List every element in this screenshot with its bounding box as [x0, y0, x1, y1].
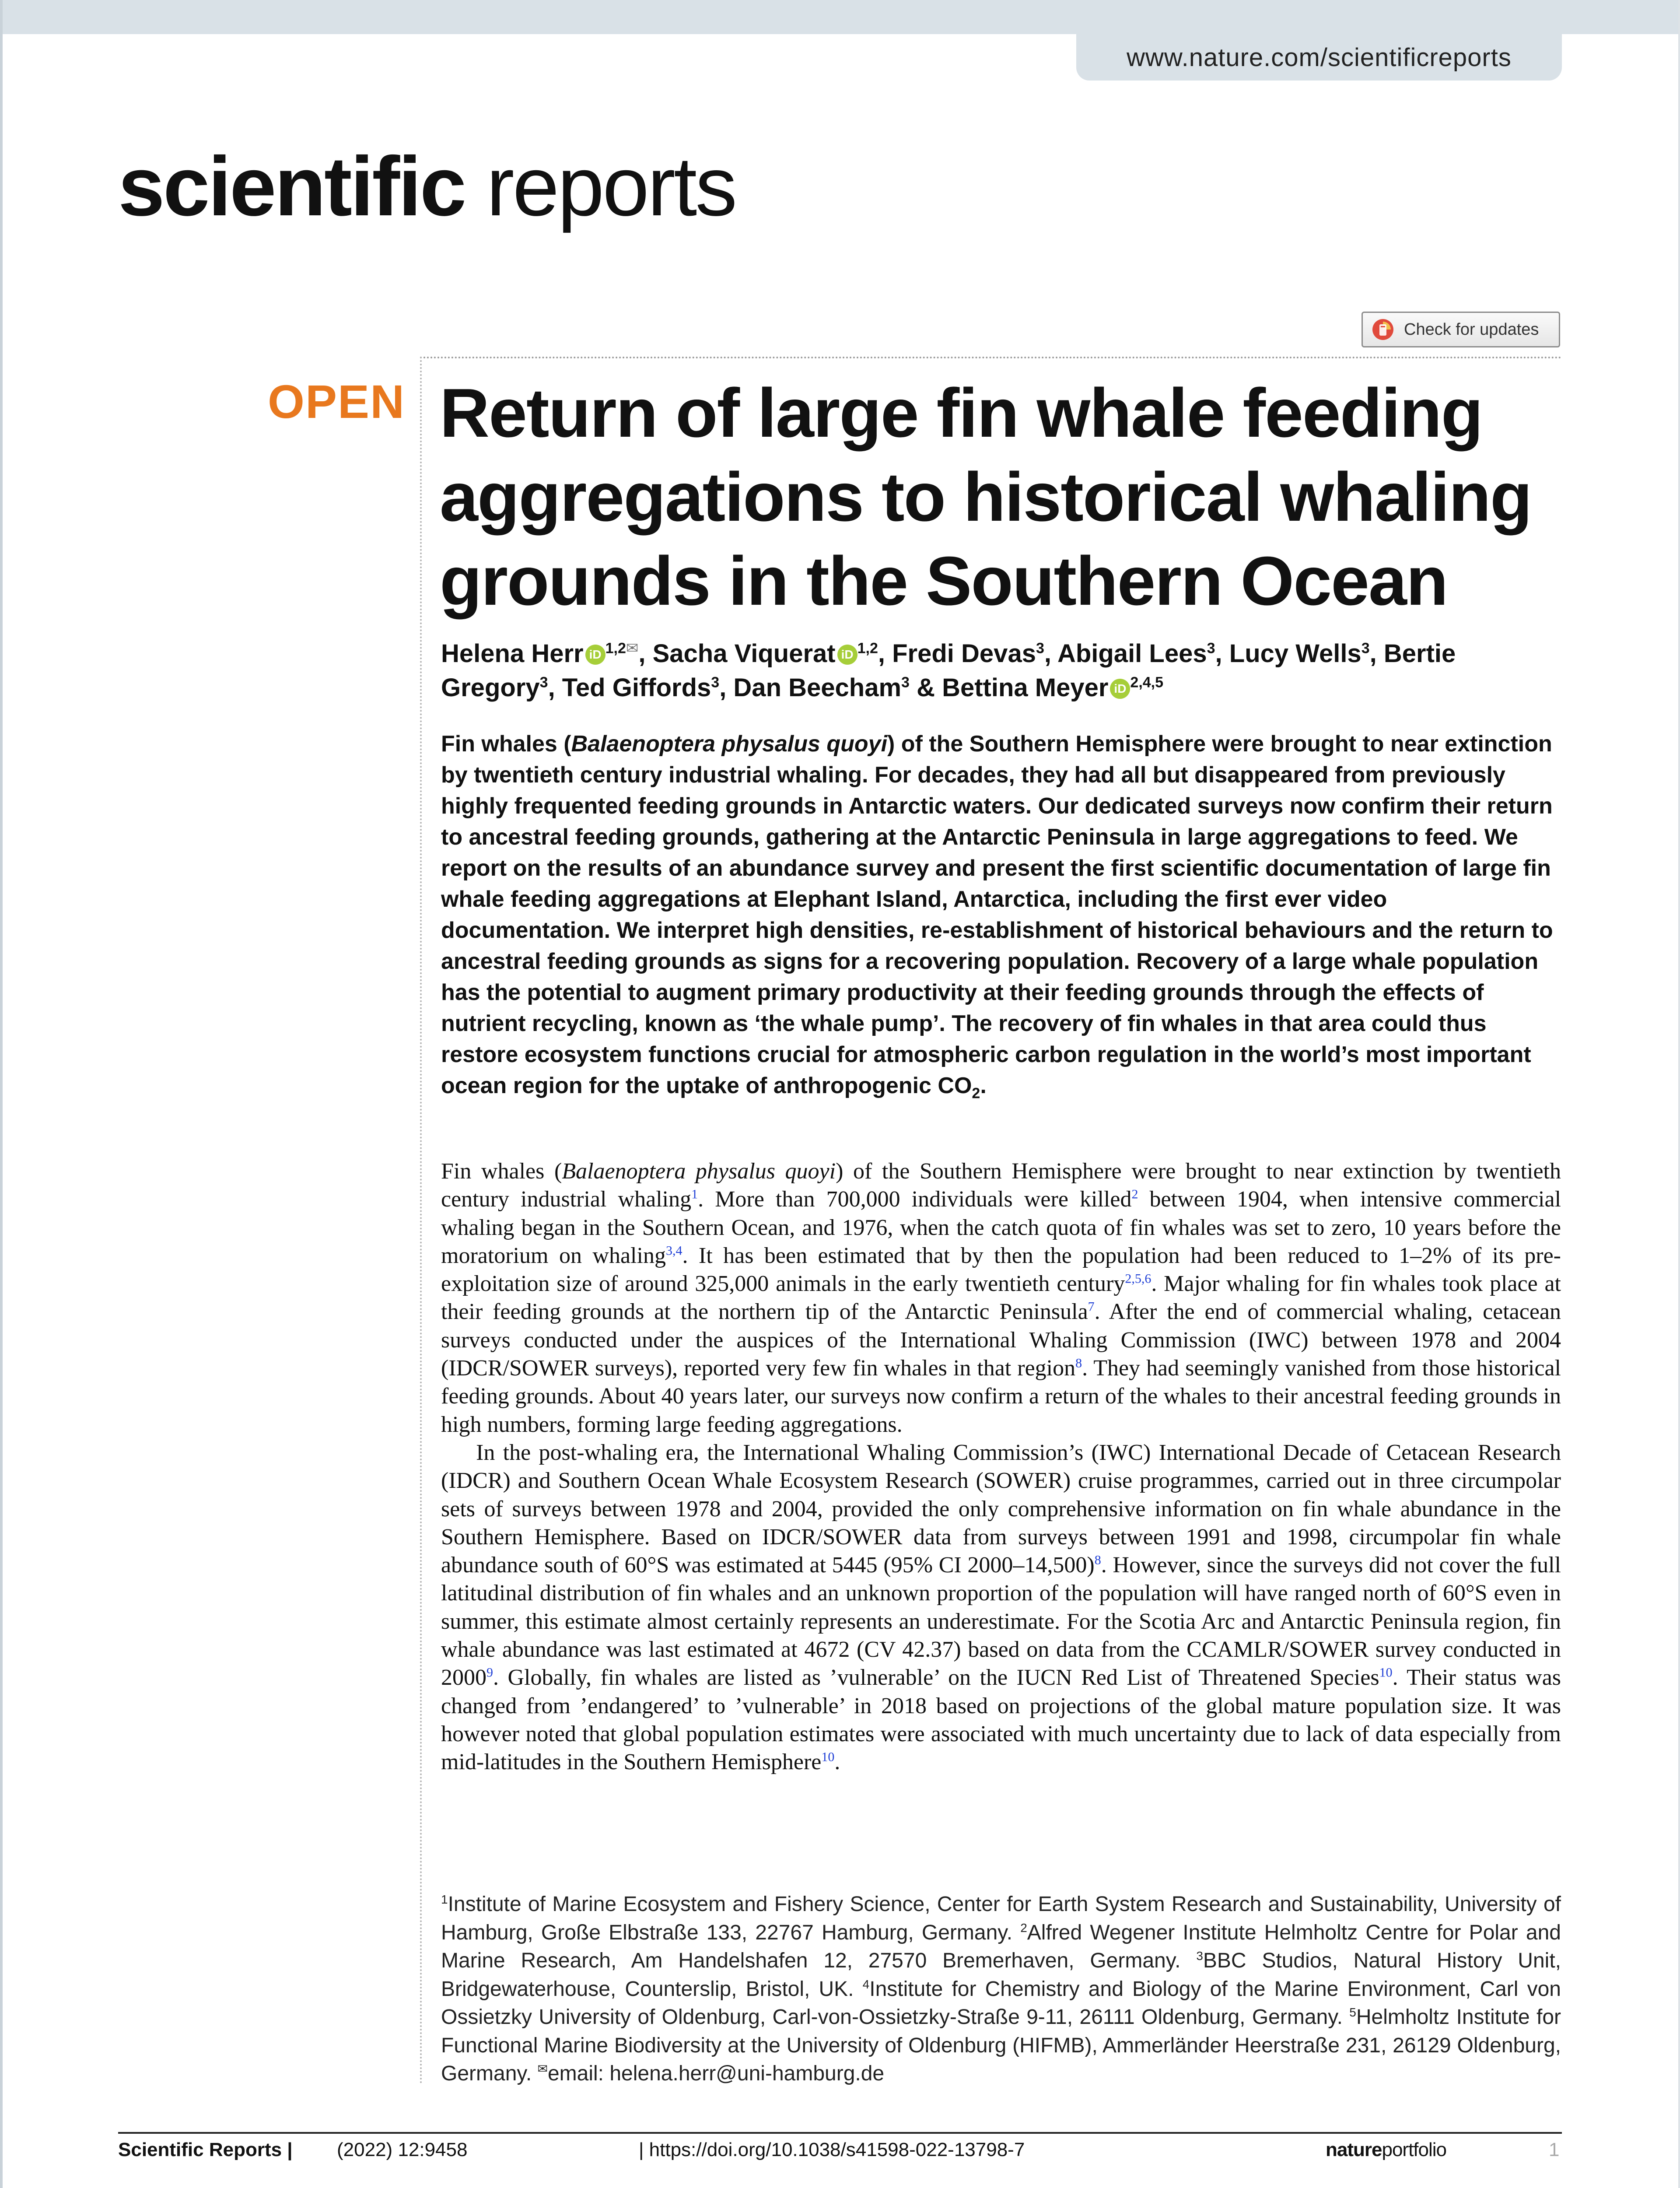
orcid-icon[interactable]: iD	[585, 645, 606, 665]
dotted-rule-left	[420, 357, 422, 2085]
footer-journal: Scientific Reports |	[118, 2139, 293, 2160]
author-affiliation-sup: 2,4,5	[1130, 674, 1164, 691]
affiliation-number: 4	[862, 1977, 870, 1991]
page-left-edge	[0, 0, 3, 2188]
body-text-run: . Globally, fin whales are listed as ’vulnerable’ on the IUCN Red List of Threatened Species	[493, 1665, 1379, 1690]
abstract	[441, 729, 1561, 1101]
email-icon[interactable]: ✉	[626, 640, 639, 657]
author-affiliation-sup: 1,2	[605, 640, 626, 657]
dotted-rule-top	[420, 357, 1562, 358]
affiliations	[441, 1890, 1561, 2088]
body-text-run: . However, since the surveys did not cover the full latitudinal distribution of fin whales and an unknown proportion of the population will have ranged north of 60°S even in summer, this estimate almost certainly represents an underestimate. For the Scotia Arc and Antarctic Peninsula region, fin whale abundance was last estimated at 4672 (CV 42.37) based on data from the CCAMLR/SOWER survey conducted in 2000	[441, 1553, 1561, 1690]
updates-label: Check for updates	[1404, 320, 1539, 339]
author-affiliation-sup: 3	[1361, 640, 1370, 657]
affiliation-text: Institute for Chemistry and Biology of the Marine Environment, Carl von Ossietzky University of Oldenburg, Carl-von-Ossietzky-Straße 9-11, 26111 Oldenburg, Germany.	[441, 1977, 1561, 2029]
author-name[interactable]: Ted Giffords	[562, 673, 711, 702]
author-separator: ,	[1369, 639, 1384, 668]
author-separator: ,	[638, 639, 653, 668]
footer-brand[interactable]	[1326, 2139, 1446, 2161]
author-affiliation-sup: 3	[1207, 640, 1215, 657]
abstract-text-2: ) of the Southern Hemisphere were brought to near extinction by twentieth century industrial whaling. For decades, they had all but disappeared from previously highly frequented feeding grounds in Antarctic waters. Our dedicated surveys now confirm their return to ancestral feeding grounds, gathering at the Antarctic Peninsula in large aggregations to feed. We report on the results of an abundance survey and present the first scientific documentation of large fin whale feeding aggregations at Elephant Island, Antarctica, including the first ever video documentation. We interpret high densities, re-establishment of historical behaviours and the return to ancestral feeding grounds as signs for a recovering population. Recovery of a large whale population has the potential to augment primary productivity at their feeding grounds through the effects of nutrient recycling, known as ‘the whale pump’. The recovery of fin whales in that area could thus restore ecosystem functions crucial for atmospheric carbon regulation in the world’s most important ocean region for the uptake of anthropogenic CO	[441, 731, 1553, 1098]
top-band	[0, 0, 1680, 34]
abstract-text-1: Fin whales (	[441, 731, 571, 757]
body-text-run: . After the end of commercial whaling, cetacean surveys conducted under the auspices of the International Whaling Commission (IWC) between 1978 and 2004 (IDCR/SOWER surveys), reported very few fin whales in that region	[441, 1299, 1561, 1381]
page-right-edge	[1678, 0, 1680, 2188]
body-text-run: . More than 700,000 individuals were killed	[698, 1187, 1132, 1212]
author-name[interactable]: Lucy Wells	[1229, 639, 1362, 668]
abstract-co2-subscript: 2	[972, 1085, 980, 1102]
orcid-icon[interactable]: iD	[1110, 679, 1130, 699]
brand-bold: nature	[1326, 2139, 1382, 2160]
author-name[interactable]: Dan Beecham	[733, 673, 902, 702]
body-text-run: . It has been estimated that by then the population had been reduced to 1–2% of its pre-exploitation size of around 325,000 animals in the early twentieth century	[441, 1243, 1561, 1297]
author-affiliation-sup: 1,2	[857, 640, 878, 657]
citation-link[interactable]: 9	[486, 1666, 493, 1680]
check-for-updates-button[interactable]	[1362, 312, 1560, 347]
citation-link[interactable]: 2	[1131, 1187, 1138, 1202]
author-affiliation-sup: 3	[539, 674, 548, 691]
open-access-label: OPEN	[268, 375, 406, 428]
citation-link[interactable]: 8	[1094, 1553, 1101, 1567]
author-list	[441, 637, 1570, 705]
affiliation-number: 1	[441, 1893, 448, 1906]
body-text-run: ) of the Southern Hemisphere were brought to near extinction by twentieth century industrial whaling	[441, 1159, 1561, 1212]
author-separator: ,	[1215, 639, 1229, 668]
citation-link[interactable]: 1	[691, 1187, 698, 1202]
body-paragraph-2	[441, 1439, 1561, 1777]
author-name[interactable]: Bettina Meyer	[942, 673, 1109, 702]
footer-doi-link[interactable]: | https://doi.org/10.1038/s41598-022-13798-7	[639, 2139, 1025, 2160]
species-name: Balaenoptera physalus quoyi	[562, 1159, 836, 1184]
body-text-run: between 1904, when intensive commercial whaling began in the Southern Ocean, and 1976, when the catch quota of fin whales was set to zero, 10 years before the moratorium on whaling	[441, 1187, 1561, 1268]
affiliation-number: 2	[1020, 1921, 1027, 1935]
author-separator: ,	[878, 639, 892, 668]
author-affiliation-sup: 3	[901, 674, 910, 691]
updates-icon	[1372, 318, 1394, 341]
body-text-run: . Their status was changed from ’endangered’ to ’vulnerable’ in 2018 based on projections of the global mature population size. It was however noted that global population estimates were associated with much uncertainty due to lack of data especially from mid-latitudes in the Southern Hemisphere	[441, 1665, 1561, 1775]
author-separator: ,	[1044, 639, 1057, 668]
body-text-run: Fin whales (	[441, 1159, 562, 1184]
body-text-run: . They had seemingly vanished from those historical feeding grounds. About 40 years later, our surveys now confirm a return of the whales to their ancestral feeding grounds in high numbers, forming large feeding aggregations.	[441, 1356, 1561, 1437]
footer-volume: (2022) 12:9458	[337, 2139, 468, 2160]
author-name[interactable]: Abigail Lees	[1057, 639, 1207, 668]
affiliation-text: email: helena.herr@uni-hamburg.de	[547, 2062, 885, 2085]
abstract-end: .	[980, 1073, 987, 1098]
author-separator: ,	[719, 673, 734, 702]
footer-rule	[118, 2132, 1562, 2134]
orcid-icon[interactable]: iD	[837, 645, 858, 665]
citation-link[interactable]: 8	[1075, 1356, 1082, 1371]
journal-url[interactable]: www.nature.com/scientificreports	[1076, 34, 1562, 81]
body-text-run: . Major whaling for fin whales took place at their feeding grounds at the northern tip of the Antarctic Peninsula	[441, 1271, 1561, 1325]
author-name[interactable]: Sacha Viquerat	[652, 639, 836, 668]
article-title: Return of large fin whale feeding aggregations to historical whaling grounds in the Southern Ocean	[440, 375, 1532, 620]
brand-light: portfolio	[1382, 2139, 1447, 2160]
affiliation-text: Institute of Marine Ecosystem and Fishery Science, Center for Earth System Research and Sustainability, University of Hamburg, Große Elbstraße 133, 22767 Hamburg, Germany.	[441, 1893, 1561, 1944]
author-name[interactable]: Bertie Gregory	[441, 639, 1456, 702]
logo-bold-text: scientific	[118, 139, 465, 233]
journal-logo[interactable]	[118, 139, 736, 233]
body-text-run: .	[834, 1750, 840, 1775]
author-affiliation-sup: 3	[1036, 640, 1044, 657]
author-separator: &	[909, 673, 942, 702]
affiliation-number: ✉	[537, 2062, 548, 2076]
affiliation-text: BBC Studios, Natural History Unit, Bridgewaterhouse, Counterslip, Bristol, UK.	[441, 1949, 1561, 2001]
author-name[interactable]: Helena Herr	[441, 639, 584, 668]
logo-light-text: reports	[486, 139, 736, 233]
citation-link[interactable]: 7	[1088, 1300, 1095, 1315]
affiliation-number: 5	[1349, 2006, 1356, 2019]
author-separator: ,	[548, 673, 562, 702]
author-affiliation-sup: 3	[711, 674, 720, 691]
author-name[interactable]: Fredi Devas	[892, 639, 1036, 668]
citation-link[interactable]: 3,4	[665, 1243, 682, 1258]
abstract-species: Balaenoptera physalus quoyi	[571, 731, 888, 757]
affiliation-number: 3	[1196, 1949, 1203, 1963]
citation-link[interactable]: 10	[821, 1750, 835, 1764]
citation-link[interactable]: 10	[1379, 1666, 1393, 1680]
affiliation-text: Alfred Wegener Institute Helmholtz Centre for Polar and Marine Research, Am Handelshafen 12, 27570 Bremerhaven, Germany.	[441, 1921, 1561, 1972]
affiliation-text: Helmholtz Institute for Functional Marine Biodiversity at the University of Oldenburg (HIFMB), Ammerländer Heerstraße 231, 26129 Oldenburg, Germany.	[441, 2006, 1561, 2085]
citation-link[interactable]: 2,5,6	[1125, 1271, 1152, 1286]
body-text	[441, 1157, 1561, 1777]
body-text-run: In the post-whaling era, the International Whaling Commission’s (IWC) International Decade of Cetacean Research (IDCR) and Southern Ocean Whale Ecosystem Research (SOWER) cruise programmes, carried out in three circumpolar sets of surveys between 1978 and 2004, provided the only comprehensive information on fin whale abundance in the Southern Hemisphere. Based on IDCR/SOWER data from surveys between 1991 and 1998, circumpolar fin whale abundance south of 60°S was estimated at 5445 (95% CI 2000–14,500)	[441, 1440, 1561, 1578]
page-number: 1	[1549, 2139, 1560, 2160]
body-paragraph-1	[441, 1157, 1561, 1439]
